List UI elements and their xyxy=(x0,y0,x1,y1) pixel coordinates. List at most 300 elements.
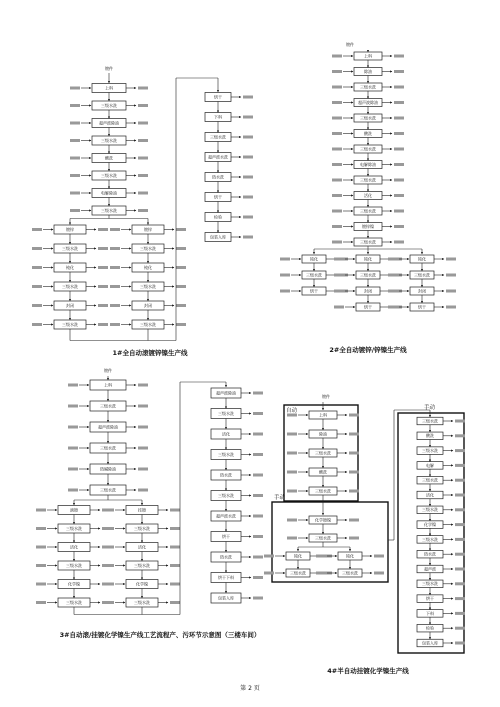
emission-marker xyxy=(394,86,404,89)
d2-mid-box xyxy=(356,271,380,279)
process-label: 烘干 xyxy=(222,533,230,539)
d4-mleft-box xyxy=(286,569,310,577)
input-marker xyxy=(388,290,398,293)
emission-marker xyxy=(349,537,359,540)
emission-marker xyxy=(98,228,108,231)
emission-marker xyxy=(176,285,186,288)
d2-main-box xyxy=(354,176,382,184)
d3-right-box xyxy=(126,506,158,515)
input-marker xyxy=(332,148,342,151)
process-label: 超声波除油 xyxy=(216,390,236,396)
emission-marker xyxy=(138,489,148,492)
d1-left-box xyxy=(54,320,86,329)
d4-rcol-box xyxy=(417,550,443,558)
process-label: 酸洗 xyxy=(319,469,327,475)
d1-left-box xyxy=(54,244,86,253)
process-label: 三级水洗 xyxy=(62,283,78,289)
input-marker xyxy=(36,527,46,530)
process-label: 封闭 xyxy=(364,288,372,294)
d3-left-box xyxy=(58,580,90,589)
diagram-1 xyxy=(32,65,253,357)
process-label: 三级水洗 xyxy=(360,208,376,214)
d2-main-box xyxy=(354,192,382,200)
emission-marker xyxy=(138,447,148,450)
d1-right-box xyxy=(132,244,164,253)
auto-label: 自动 xyxy=(286,408,298,414)
process-label: 三级水洗 xyxy=(422,477,438,483)
process-label: 钝化 xyxy=(418,256,426,262)
emission-marker xyxy=(170,509,180,512)
process-label: 封闭 xyxy=(144,302,152,308)
top-note: 镀件 xyxy=(104,368,112,373)
d4-rcol-box xyxy=(417,417,443,425)
process-label: 热水洗 xyxy=(424,551,436,557)
process-label: 三级水洗 xyxy=(62,321,78,327)
input-marker xyxy=(36,509,46,512)
input-marker xyxy=(332,210,342,213)
d2-main-box xyxy=(354,68,382,76)
emission-marker xyxy=(455,597,465,600)
emission-marker xyxy=(394,179,404,182)
input-marker xyxy=(110,304,120,307)
d2-main-box xyxy=(354,207,382,215)
emission-marker xyxy=(138,157,148,160)
d1-right-box xyxy=(132,263,164,272)
input-marker xyxy=(110,285,120,288)
process-label: 钝化 xyxy=(294,553,302,559)
d3-rcol-box xyxy=(211,429,241,439)
process-label: 三级水洗 xyxy=(100,403,116,409)
emission-marker xyxy=(138,209,148,212)
input-marker xyxy=(388,258,398,261)
input-marker xyxy=(70,192,80,195)
emission-marker xyxy=(176,228,186,231)
emission-marker xyxy=(455,553,465,556)
d1-main-box xyxy=(92,101,126,110)
d3-left-box xyxy=(58,598,90,607)
process-label: 三级水洗 xyxy=(134,525,150,531)
emission-marker xyxy=(349,519,359,522)
process-label: 钝化 xyxy=(66,264,74,270)
d1-main-box xyxy=(92,154,126,163)
process-label: 三级水洗 xyxy=(306,272,322,278)
top-note: 镀件 xyxy=(346,42,354,47)
process-label: 酸洗 xyxy=(105,155,113,161)
process-label: 化学镍 xyxy=(136,581,148,587)
input-marker xyxy=(36,583,46,586)
d4-mright-box xyxy=(338,569,362,577)
input-marker xyxy=(316,555,326,558)
input-marker xyxy=(287,471,297,474)
emission-marker xyxy=(253,494,263,497)
process-label: 三级水洗 xyxy=(218,410,234,416)
d3-right-box xyxy=(126,543,158,552)
d4-manual-box xyxy=(309,534,337,542)
emission-marker xyxy=(243,236,253,239)
process-label: 三级水洗 xyxy=(315,535,331,541)
input-marker xyxy=(110,228,120,231)
emission-marker xyxy=(138,405,148,408)
process-label: 三级水洗 xyxy=(100,487,116,493)
input-marker xyxy=(264,555,274,558)
process-label: 三级水洗 xyxy=(101,102,117,108)
process-label: 三级水洗 xyxy=(422,448,438,453)
process-label: 活化 xyxy=(364,192,372,198)
emission-marker xyxy=(243,156,253,159)
d4-rcol-box xyxy=(417,580,443,588)
input-marker xyxy=(36,564,46,567)
emission-marker xyxy=(455,582,465,585)
emission-marker xyxy=(374,572,384,575)
d3-left-box xyxy=(58,543,90,552)
process-label: 烘干 xyxy=(310,288,318,294)
d4-auto-box xyxy=(309,449,337,457)
emission-marker xyxy=(446,274,456,277)
d1-rcol-box xyxy=(205,193,231,202)
emission-marker xyxy=(138,139,148,142)
d2-right-box xyxy=(410,255,434,263)
process-label: 三级水洗 xyxy=(360,115,376,121)
d2-main-box xyxy=(354,99,382,107)
emission-marker xyxy=(253,433,263,436)
top-note: 镀件 xyxy=(105,66,113,71)
process-label: 化学镀镍 xyxy=(315,517,331,523)
process-label: 热水洗 xyxy=(220,472,232,478)
process-label: 烘干下料 xyxy=(218,574,234,580)
emission-marker xyxy=(138,192,148,195)
process-label: 上料 xyxy=(364,53,372,59)
emission-marker xyxy=(349,433,359,436)
diagram-4 xyxy=(264,393,465,675)
emission-marker xyxy=(394,117,404,120)
process-label: 电解 xyxy=(426,462,434,468)
process-label: 上料 xyxy=(319,412,327,418)
process-label: 活化 xyxy=(426,492,434,498)
emission-marker xyxy=(138,87,148,90)
emission-marker xyxy=(170,583,180,586)
input-marker xyxy=(280,274,290,277)
process-label: 超声波水洗 xyxy=(208,154,228,160)
d3-main-box xyxy=(90,422,126,432)
d4-rcol-box xyxy=(417,491,443,499)
process-label: 钝化 xyxy=(144,264,152,270)
d3-main-box xyxy=(90,485,126,495)
emission-marker xyxy=(455,642,465,645)
process-label: 除油 xyxy=(364,68,372,74)
process-label: 三级水洗 xyxy=(66,599,82,605)
emission-marker xyxy=(394,194,404,197)
input-marker xyxy=(334,274,344,277)
emission-marker xyxy=(374,555,384,558)
emission-marker xyxy=(176,266,186,269)
emission-marker xyxy=(455,494,465,497)
d3-rcol-box xyxy=(211,552,241,562)
d4-auto-box xyxy=(309,411,337,419)
process-label: 超声波水洗 xyxy=(216,513,236,519)
process-label: 除油 xyxy=(319,431,327,437)
input-marker xyxy=(334,258,344,261)
d2-right-box xyxy=(410,271,434,279)
process-label: 电解除油 xyxy=(360,161,376,167)
input-marker xyxy=(32,247,42,250)
d1-rcol-box xyxy=(205,233,231,242)
input-marker xyxy=(104,527,114,530)
input-marker xyxy=(104,546,114,549)
d4-rcol-box xyxy=(417,565,443,573)
emission-marker xyxy=(455,568,465,571)
d2-mid-box xyxy=(356,287,380,295)
process-label: 化学镍 xyxy=(68,581,80,587)
d1-left-box xyxy=(54,282,86,291)
emission-marker xyxy=(455,434,465,437)
d3-rcol-box xyxy=(211,573,241,583)
input-marker xyxy=(388,274,398,277)
emission-marker xyxy=(170,527,180,530)
input-marker xyxy=(332,117,342,120)
emission-marker xyxy=(176,304,186,307)
process-label: 三级水洗 xyxy=(422,581,438,587)
d4-rcol-box xyxy=(417,506,443,514)
input-marker xyxy=(264,572,274,575)
process-label: 包装入库 xyxy=(218,595,234,601)
emission-marker xyxy=(253,453,263,456)
input-marker xyxy=(316,572,326,575)
emission-marker xyxy=(253,535,263,538)
process-label: 上料 xyxy=(104,382,112,388)
d1-main-box xyxy=(92,189,126,198)
d2-right-box xyxy=(410,303,434,311)
emission-marker xyxy=(455,464,465,467)
process-label: 超声波 xyxy=(424,566,436,572)
emission-marker xyxy=(253,556,263,559)
input-marker xyxy=(287,452,297,455)
d3-main-box xyxy=(90,380,126,390)
process-label: 酸洗 xyxy=(426,433,434,439)
d2-left-box xyxy=(302,287,326,295)
input-marker xyxy=(32,228,42,231)
emission-marker xyxy=(138,384,148,387)
d2-left-box xyxy=(302,271,326,279)
emission-marker xyxy=(394,70,404,73)
input-marker xyxy=(70,87,80,90)
d4-auto-box xyxy=(309,468,337,476)
process-label: 钝化 xyxy=(364,256,372,262)
d4-rcol-box xyxy=(417,536,443,544)
process-label: 三级水洗 xyxy=(414,272,430,278)
process-label: 三级水洗 xyxy=(62,245,78,251)
process-label: 三级水洗 xyxy=(422,536,438,542)
d4-manual-box xyxy=(309,516,337,524)
emission-marker xyxy=(98,304,108,307)
process-label: 三级水洗 xyxy=(210,134,226,140)
d3-left-box xyxy=(58,561,90,570)
d4-auto-box xyxy=(309,487,337,495)
process-label: 活化 xyxy=(222,431,230,437)
process-label: 封闭 xyxy=(66,302,74,308)
emission-marker xyxy=(446,306,456,309)
input-marker xyxy=(36,546,46,549)
d1-right-box xyxy=(132,320,164,329)
emission-marker xyxy=(455,479,465,482)
top-note: 镀件 xyxy=(322,394,330,399)
emission-marker xyxy=(98,247,108,250)
emission-marker xyxy=(394,132,404,135)
process-label: 上料 xyxy=(105,85,113,91)
process-label: 三级水洗 xyxy=(66,562,82,568)
d3-left-box xyxy=(58,506,90,515)
d1-rcol-box xyxy=(205,93,231,102)
diagram-1-caption: 1#全自动滚镀锌镍生产线 xyxy=(112,349,188,357)
process-label: 烘干 xyxy=(214,94,222,100)
emission-marker xyxy=(176,323,186,326)
d3-main-box xyxy=(90,401,126,411)
input-marker xyxy=(68,489,78,492)
d1-main-box xyxy=(92,136,126,145)
emission-marker xyxy=(455,523,465,526)
input-marker xyxy=(287,519,297,522)
emission-marker xyxy=(394,101,404,104)
d4-mleft-box xyxy=(286,552,310,560)
input-marker xyxy=(68,405,78,408)
input-marker xyxy=(334,290,344,293)
emission-marker xyxy=(394,148,404,151)
d1-rcol-box xyxy=(205,213,231,222)
process-label: 活化 xyxy=(138,544,146,550)
emission-marker xyxy=(446,258,456,261)
process-label: 烘干 xyxy=(364,304,372,310)
emission-marker xyxy=(170,546,180,549)
process-label: 热水洗 xyxy=(220,554,232,560)
d1-main-box xyxy=(92,84,126,93)
d2-main-box xyxy=(354,52,382,60)
process-label: 镀锌 xyxy=(66,226,74,232)
d3-rcol-box xyxy=(211,388,241,398)
input-marker xyxy=(104,583,114,586)
d1-main-box xyxy=(92,119,126,128)
process-label: 三级水洗 xyxy=(218,492,234,498)
input-marker xyxy=(32,323,42,326)
d2-main-box xyxy=(354,161,382,169)
diagram-4-caption: 4#半自动挂镀化学镍生产线 xyxy=(327,667,409,675)
diagram-3-caption: 3#自动滚/挂镀化学镍生产线工艺流程产、污环节示意图（三楼车间） xyxy=(59,631,261,639)
input-marker xyxy=(332,179,342,182)
input-marker xyxy=(68,384,78,387)
d3-rcol-box xyxy=(211,593,241,603)
input-marker xyxy=(104,509,114,512)
input-marker xyxy=(32,304,42,307)
process-label: 三级水洗 xyxy=(360,272,376,278)
d1-rcol-box xyxy=(205,153,231,162)
d4-rcol-box xyxy=(417,447,443,455)
emission-marker xyxy=(98,285,108,288)
process-label: 超声波除油 xyxy=(358,99,378,105)
emission-marker xyxy=(138,104,148,107)
process-label: 三级水洗 xyxy=(360,177,376,183)
d4-rcol-box xyxy=(417,624,443,632)
d3-rcol-box xyxy=(211,450,241,460)
d1-rcol-box xyxy=(205,133,231,142)
d2-main-box xyxy=(354,223,382,231)
process-label: 下料 xyxy=(214,114,222,120)
d1-right-box xyxy=(132,282,164,291)
emission-marker xyxy=(394,210,404,213)
process-label: 挂镀 xyxy=(138,507,146,513)
process-label: 三级水洗 xyxy=(360,239,376,245)
input-marker xyxy=(332,55,342,58)
input-marker xyxy=(70,157,80,160)
input-marker xyxy=(68,447,78,450)
emission-marker xyxy=(138,468,148,471)
emission-marker xyxy=(394,55,404,58)
d2-main-box xyxy=(354,114,382,122)
input-marker xyxy=(68,468,78,471)
process-label: 三级水洗 xyxy=(360,84,376,90)
input-marker xyxy=(70,139,80,142)
input-marker xyxy=(287,433,297,436)
process-label: 三级水洗 xyxy=(101,172,117,178)
d3-right-box xyxy=(126,580,158,589)
input-marker xyxy=(110,266,120,269)
emission-marker xyxy=(349,414,359,417)
d2-main-box xyxy=(354,145,382,153)
input-marker xyxy=(32,266,42,269)
input-marker xyxy=(332,70,342,73)
input-marker xyxy=(70,209,80,212)
d1-rcol-box xyxy=(205,173,231,182)
input-marker xyxy=(388,306,398,309)
process-label: 包装入库 xyxy=(422,640,438,646)
process-label: 检验 xyxy=(214,214,222,220)
process-label: 三级水洗 xyxy=(134,599,150,605)
emission-marker xyxy=(455,420,465,423)
process-label: 三级水洗 xyxy=(315,488,331,494)
diagram-3 xyxy=(36,367,263,639)
d1-left-box xyxy=(54,301,86,310)
input-marker xyxy=(280,290,290,293)
d3-rcol-box xyxy=(211,532,241,542)
d2-main-box xyxy=(354,238,382,246)
emission-marker xyxy=(243,216,253,219)
emission-marker xyxy=(170,601,180,604)
process-label: 烘干 xyxy=(214,194,222,200)
diagram-2-caption: 2#全自动镀锌/锌镍生产线 xyxy=(329,346,407,354)
d3-main-box xyxy=(90,443,126,453)
emission-marker xyxy=(243,96,253,99)
input-marker xyxy=(332,163,342,166)
input-marker xyxy=(104,601,114,604)
emission-marker xyxy=(394,225,404,228)
emission-marker xyxy=(253,412,263,415)
input-marker xyxy=(36,601,46,604)
input-marker xyxy=(332,101,342,104)
emission-marker xyxy=(243,136,253,139)
input-marker xyxy=(110,247,120,250)
emission-marker xyxy=(138,174,148,177)
emission-marker xyxy=(253,474,263,477)
d3-rcol-box xyxy=(211,470,241,480)
process-label: 酸洗 xyxy=(364,130,372,136)
process-label: 检验 xyxy=(426,625,434,631)
d3-rcol-box xyxy=(211,409,241,419)
d3-left-box xyxy=(58,524,90,533)
process-label: 三级水洗 xyxy=(342,570,358,576)
emission-marker xyxy=(349,452,359,455)
emission-marker xyxy=(98,266,108,269)
process-label: 滚镀 xyxy=(70,507,78,513)
diagram-2 xyxy=(280,41,456,354)
d1-rcol-box xyxy=(205,113,231,122)
input-marker xyxy=(70,174,80,177)
